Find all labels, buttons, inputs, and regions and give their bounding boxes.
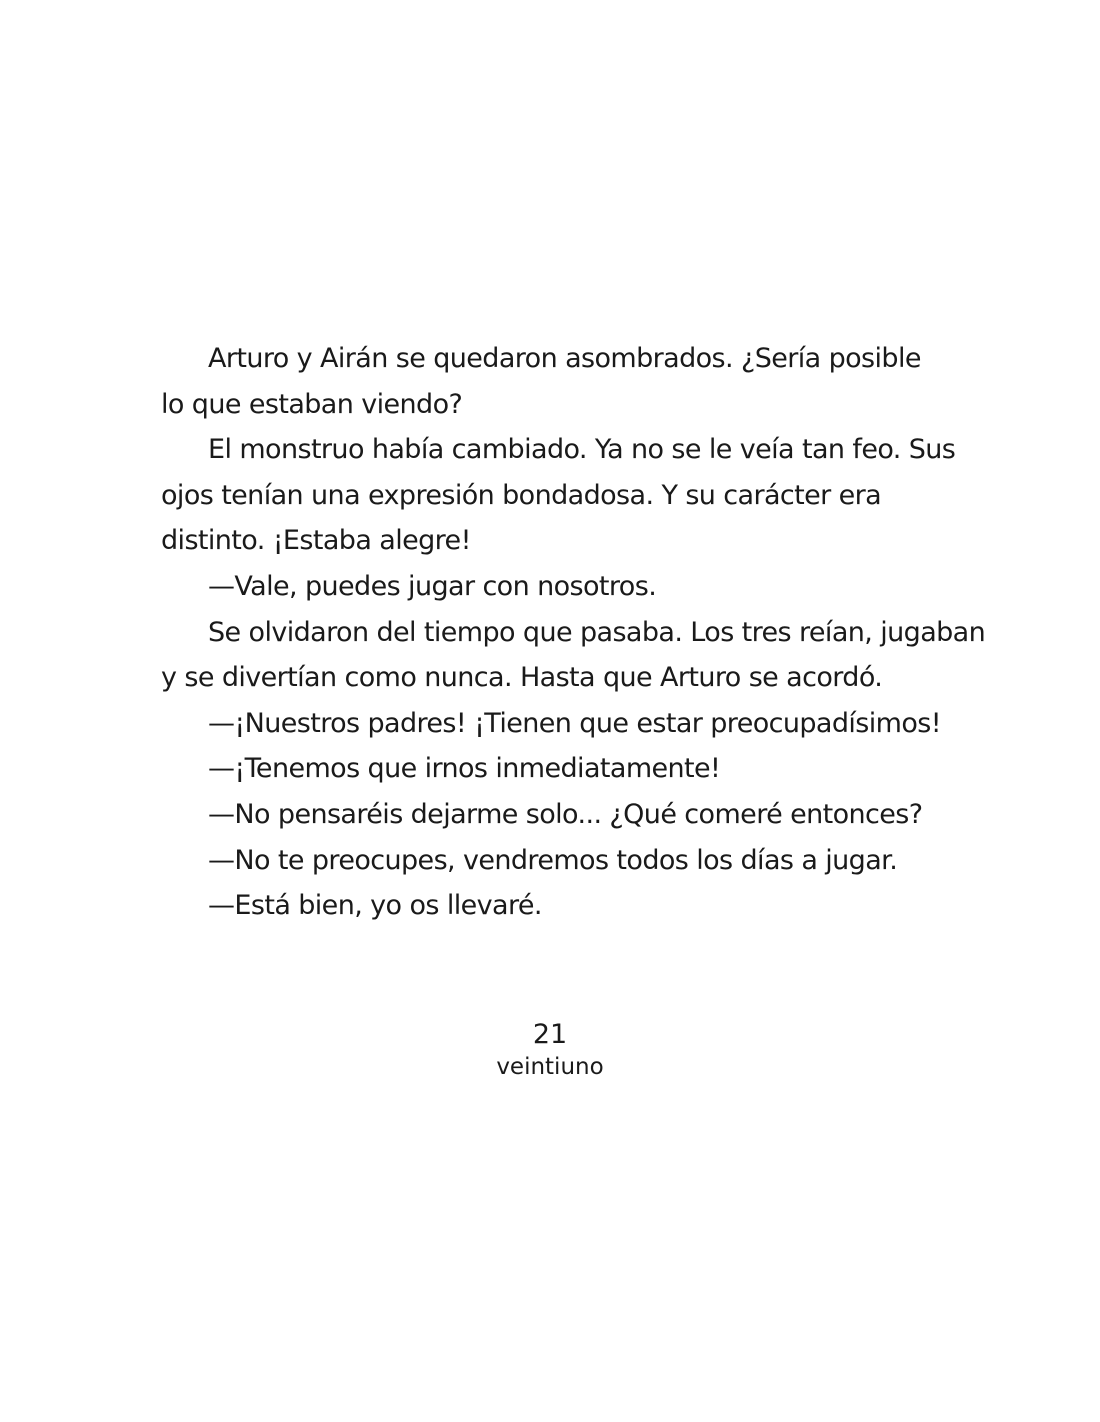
page-number-words: veintiuno <box>496 1054 604 1080</box>
dialogue-line: —Vale, puedes jugar con nosotros. <box>208 570 657 602</box>
text-line: y se divertían como nunca. Hasta que Arturo se acordó. <box>161 662 883 694</box>
text-line: Se olvidaron del tiempo que pasaba. Los tres reían, jugaban <box>208 616 986 648</box>
text-line: ojos tenían una expresión bondadosa. Y su carácter era <box>161 479 882 511</box>
page-number: 21 <box>532 1019 568 1050</box>
dialogue-line: —Está bien, yo os llevaré. <box>208 890 542 922</box>
dialogue-line: —No pensaréis dejarme solo... ¿Qué comeré entonces? <box>208 798 923 830</box>
story-text <box>161 336 986 929</box>
text-line: Arturo y Airán se quedaron asombrados. ¿Sería posible <box>208 343 921 374</box>
dialogue-line: —¡Tenemos que irnos inmediatamente! <box>208 753 721 785</box>
text-line: distinto. ¡Estaba alegre! <box>161 525 471 557</box>
text-line: lo que estaban viendo? <box>161 388 463 420</box>
text-line: El monstruo había cambiado. Ya no se le veía tan feo. Sus <box>208 434 956 466</box>
dialogue-line: —¡Nuestros padres! ¡Tienen que estar preocupadísimos! <box>208 707 941 739</box>
dialogue-line: —No te preocupes, vendremos todos los días a jugar. <box>208 844 898 876</box>
